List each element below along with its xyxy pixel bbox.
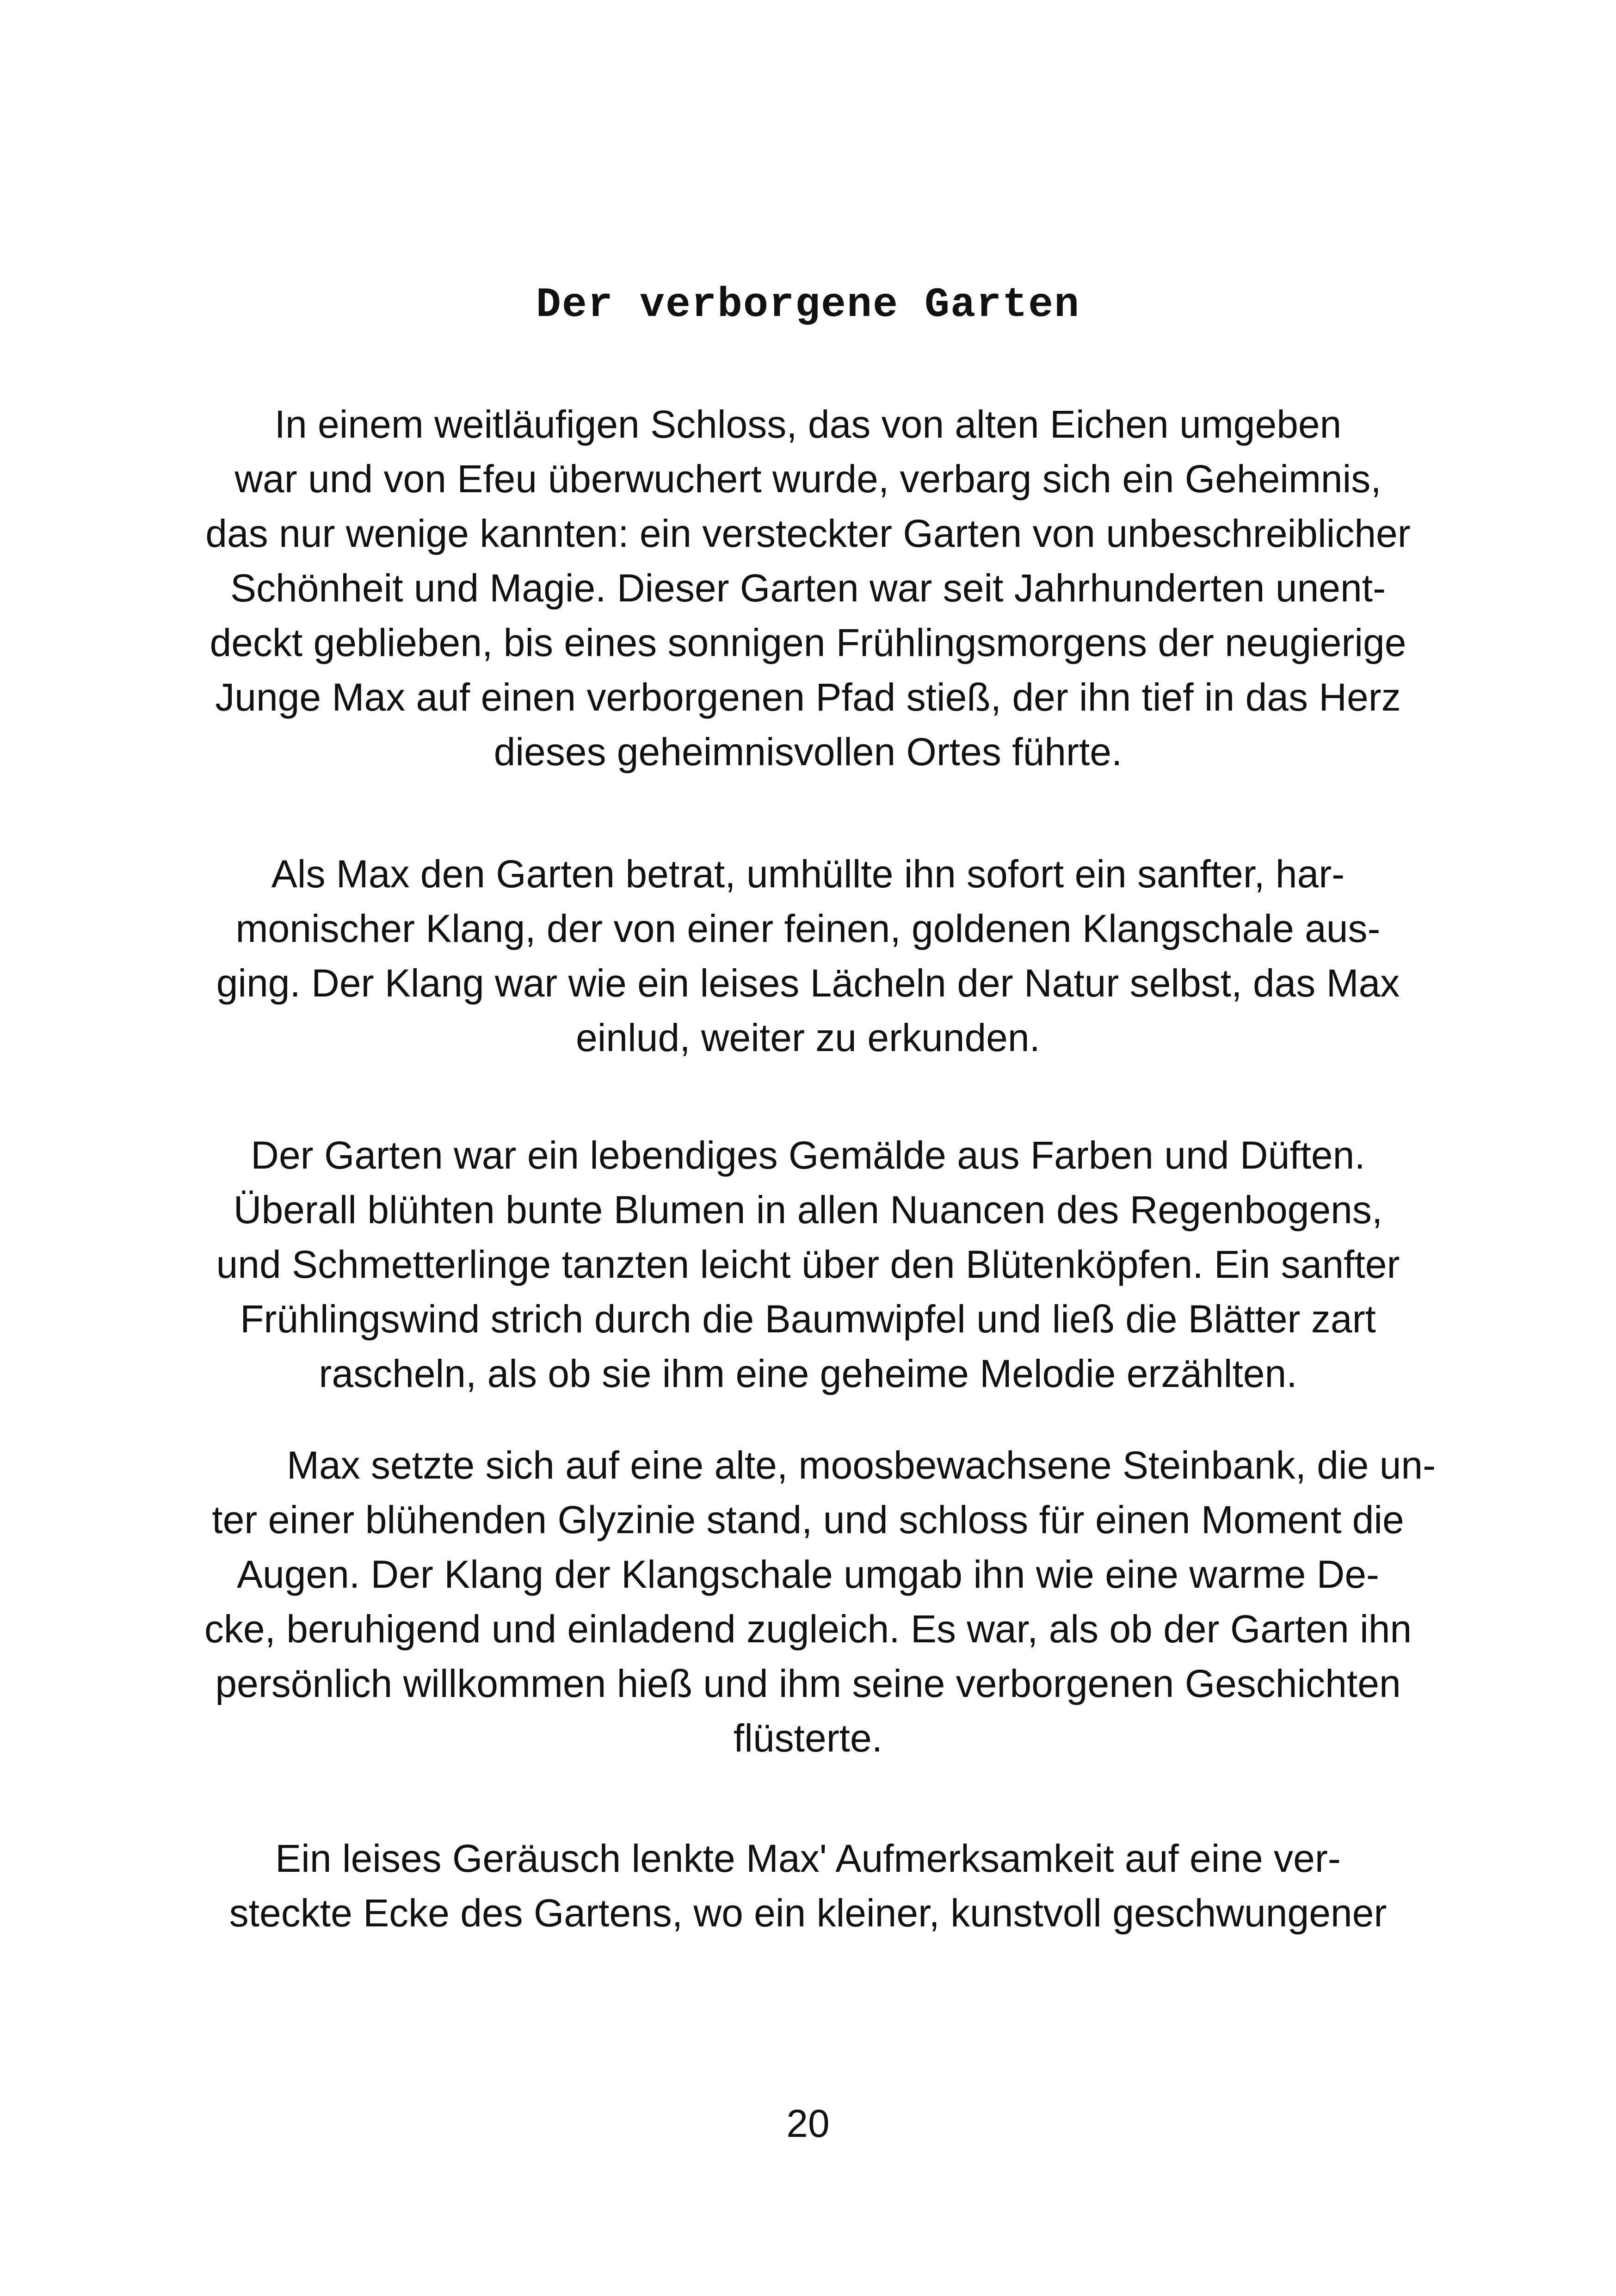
text-line: Der Garten war ein lebendiges Gemälde aus Farben und Düften. <box>251 1133 1365 1177</box>
text-line: war und von Efeu überwuchert wurde, verbarg sich ein Geheimnis, <box>234 457 1382 501</box>
text-line: Schönheit und Magie. Dieser Garten war seit Jahrhunderten unent- <box>230 566 1386 610</box>
text-line: steckte Ecke des Gartens, wo ein kleiner, kunstvoll geschwungener <box>229 1891 1387 1935</box>
text-line: dieses geheimnisvollen Ortes führte. <box>493 730 1123 774</box>
text-line: flüsterte. <box>733 1716 883 1760</box>
text-line: persönlich willkommen hieß und ihm seine verborgenen Geschichten <box>215 1662 1401 1705</box>
text-line: Max setzte sich auf eine alte, moosbewachsene Steinbank, die un- <box>287 1443 1436 1487</box>
paragraph-3 <box>204 1128 1412 1401</box>
text-line: deckt geblieben, bis eines sonnigen Frühlingsmorgens der neugierige <box>210 621 1406 664</box>
text-line: rascheln, als ob sie ihm eine geheime Melodie erzählten. <box>319 1352 1297 1395</box>
text-line: Überall blühten bunte Blumen in allen Nuancen des Regenbogens, <box>233 1188 1383 1232</box>
text-line: monischer Klang, der von einer feinen, goldenen Klangschale aus- <box>235 907 1381 950</box>
text-line: das nur wenige kannten: ein versteckter Garten von unbeschreiblicher <box>205 512 1411 555</box>
page-number: 20 <box>786 2102 830 2145</box>
text-line: einlud, weiter zu erkunden. <box>576 1016 1040 1059</box>
paragraph-1 <box>204 397 1412 779</box>
text-line: ging. Der Klang war wie ein leises Lächeln der Natur selbst, das Max <box>216 961 1400 1005</box>
text-line: Frühlingswind strich durch die Baumwipfel und ließ die Blätter zart <box>240 1297 1376 1341</box>
chapter-title: Der verborgene Garten <box>536 282 1080 329</box>
text-line: Junge Max auf einen verborgenen Pfad stieß, der ihn tief in das Herz <box>215 675 1401 719</box>
paragraph-4 <box>204 1438 1436 1765</box>
text-line: In einem weitläufigen Schloss, das von alten Eichen umgeben <box>274 402 1342 446</box>
text-line: cke, beruhigend und einladend zugleich. Es war, als ob der Garten ihn <box>204 1607 1412 1651</box>
text-line: und Schmetterlinge tanzten leicht über den Blütenköpfen. Ein sanfter <box>216 1243 1400 1286</box>
paragraph-5 <box>204 1831 1412 1940</box>
text-line: Ein leises Geräusch lenkte Max' Aufmerksamkeit auf eine ver- <box>275 1837 1341 1880</box>
text-line: ter einer blühenden Glyzinie stand, und schloss für einen Moment die <box>212 1498 1404 1541</box>
text-line: Augen. Der Klang der Klangschale umgab ihn wie eine warme De- <box>236 1553 1380 1596</box>
paragraph-2 <box>204 847 1412 1065</box>
text-line: Als Max den Garten betrat, umhüllte ihn sofort ein sanfter, har- <box>271 852 1345 896</box>
